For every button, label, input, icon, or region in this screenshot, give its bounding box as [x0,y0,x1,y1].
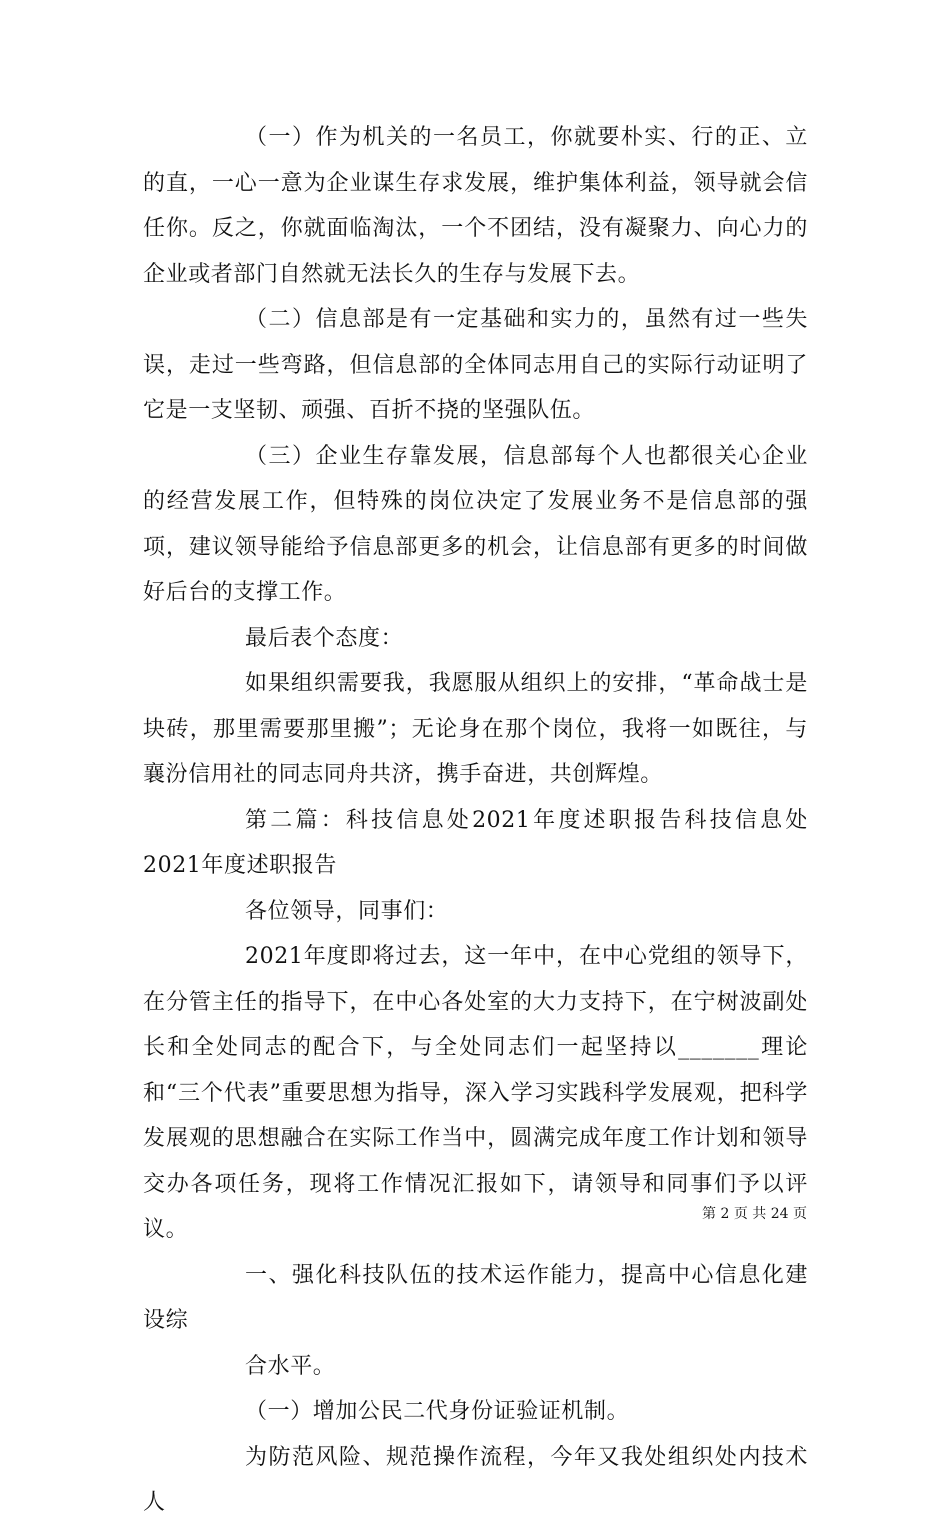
page-number-footer: 第 2 页 共 24 页 [702,1206,807,1222]
section-heading-1-continued: 合水平。 [245,1353,336,1379]
paragraph-1: （一）作为机关的一名员工，你就要朴实、行的正、立的直，一心一意为企业谋生存求发展，维护集体利益，领导就会信任你。反之，你就面临淘汰，一个不团结，没有凝聚力、向心力的企业或者部门自然就无法长久的生存与发展下去。 [143,125,808,287]
salutation: 各位领导，同事们： [245,898,449,924]
document-body [143,115,808,1526]
paragraph-intro: 2021年度即将过去，这一年中，在中心党组的领导下，在分管主任的指导下，在中心各处室的大力支持下，在宁树波副处长和全处同志的配合下，与全处同志们一起坚持以_______理论和“三个代表”重要思想为指导，深入学习实践科学发展观，把科学发展观的思想融合在实际工作当中，圆满完成年度工作计划和领导交办各项任务，现将工作情况汇报如下，请领导和同事们予以评议。 [143,944,808,1242]
paragraph-3: （三）企业生存靠发展，信息部每个人也都很关心企业的经营发展工作，但特殊的岗位决定了发展业务不是信息部的强项，建议领导能给予信息部更多的机会，让信息部有更多的时间做好后台的支撑工作。 [143,443,808,605]
section-heading-second-article: 第二篇：科技信息处2021年度述职报告科技信息处2021年度述职报告 [143,807,808,878]
paragraph-last: 为防范风险、规范操作流程，今年又我处组织处内技术人 [143,1444,808,1515]
paragraph-5: 如果组织需要我，我愿服从组织上的安排，“革命战士是块砖，那里需要那里搬”；无论身在那个岗位，我将一如既往，与襄汾信用社的同志同舟共济，携手奋进，共创辉煌。 [143,671,808,787]
paragraph-2: （二）信息部是有一定基础和实力的，虽然有过一些失误，走过一些弯路，但信息部的全体同志用自己的实际行动证明了它是一支坚韧、顽强、百折不挠的坚强队伍。 [143,307,808,423]
subsection-heading-1: （一）增加公民二代身份证验证机制。 [245,1399,630,1424]
paragraph-4: 最后表个态度： [245,625,404,651]
section-heading-1: 一、强化科技队伍的技术运作能力，提高中心信息化建设综 [143,1262,808,1333]
